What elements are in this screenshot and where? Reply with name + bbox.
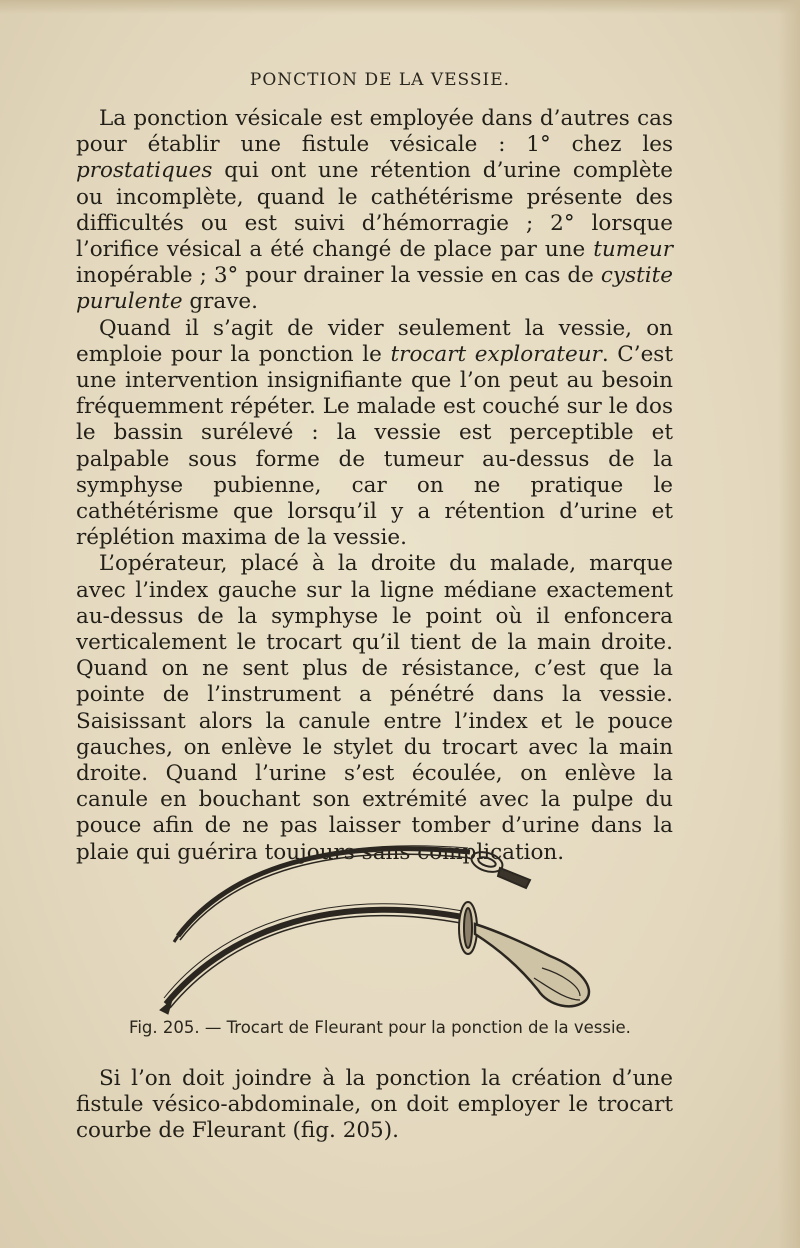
closing-text-block bbox=[76, 1066, 673, 1145]
running-head: PONCTION DE LA VESSIE. bbox=[249, 70, 511, 90]
main-text-block bbox=[76, 106, 673, 866]
stylet-handle bbox=[469, 848, 530, 888]
figure-trocart-illustration bbox=[150, 828, 610, 1018]
figure-caption: Fig. 205. — Trocart de Fleurant pour la ponction de la vessie. bbox=[129, 1018, 631, 1037]
cannula-handle bbox=[475, 924, 589, 1006]
paragraph-technique: L’opérateur, placé à la droite du malade, marque avec l’index gauche sur la ligne médiane exactement au-dessus de la symphyse le point où il enfoncera verticalement le trocart qu’il tient de la main droite. Quand on ne sent plus de résistance, c’est que la pointe de l’instrument a pénétré dans la vessie. Saisissant alors la canule entre l’index et le pouce gauches, on enlève le stylet du trocart avec la main droite. Quand l’urine s’est écoulée, on enlève la canule en bouchant son extrémité avec la pulpe du pouce afin de ne pas laisser tomber d’urine dans la plaie qui guérira toujours sans complication. bbox=[76, 551, 673, 865]
paragraph-indications: La ponction vésicale est employée dans d’autres cas pour établir une fistule vésicale : 1° chez les prostatiques qui ont une rétention d’urine complète ou incomplète, quand le cathétérisme présente des difficultés ou est suivi d’hémorragie ; 2° lorsque l’orifice vésical a été changé de place par une tumeur inopérable ; 3° pour drainer la vessie en cas de cystite purulente grave. bbox=[76, 106, 673, 315]
paragraph-fistule: Si l’on doit joindre à la ponction la création d’une fistule vésico-abdominale, on doit employer le trocart courbe de Fleurant (fig. 205). bbox=[76, 1066, 673, 1144]
stylet-curve bbox=[174, 846, 470, 942]
cannula-curve bbox=[160, 904, 468, 1014]
paragraph-trocart-explorateur: Quand il s’agit de vider seulement la vessie, on emploie pour la ponction le trocart explorateur. C’est une intervention insignifiante que l’on peut au besoin fréquemment répéter. Le malade est couché sur le dos le bassin surélevé : la vessie est perceptible et palpable sous forme de tumeur au-dessus de la symphyse pubienne, car on ne pratique le cathétérisme que lorsqu’il y a rétention d’urine et réplétion maxima de la vessie. bbox=[76, 315, 673, 551]
